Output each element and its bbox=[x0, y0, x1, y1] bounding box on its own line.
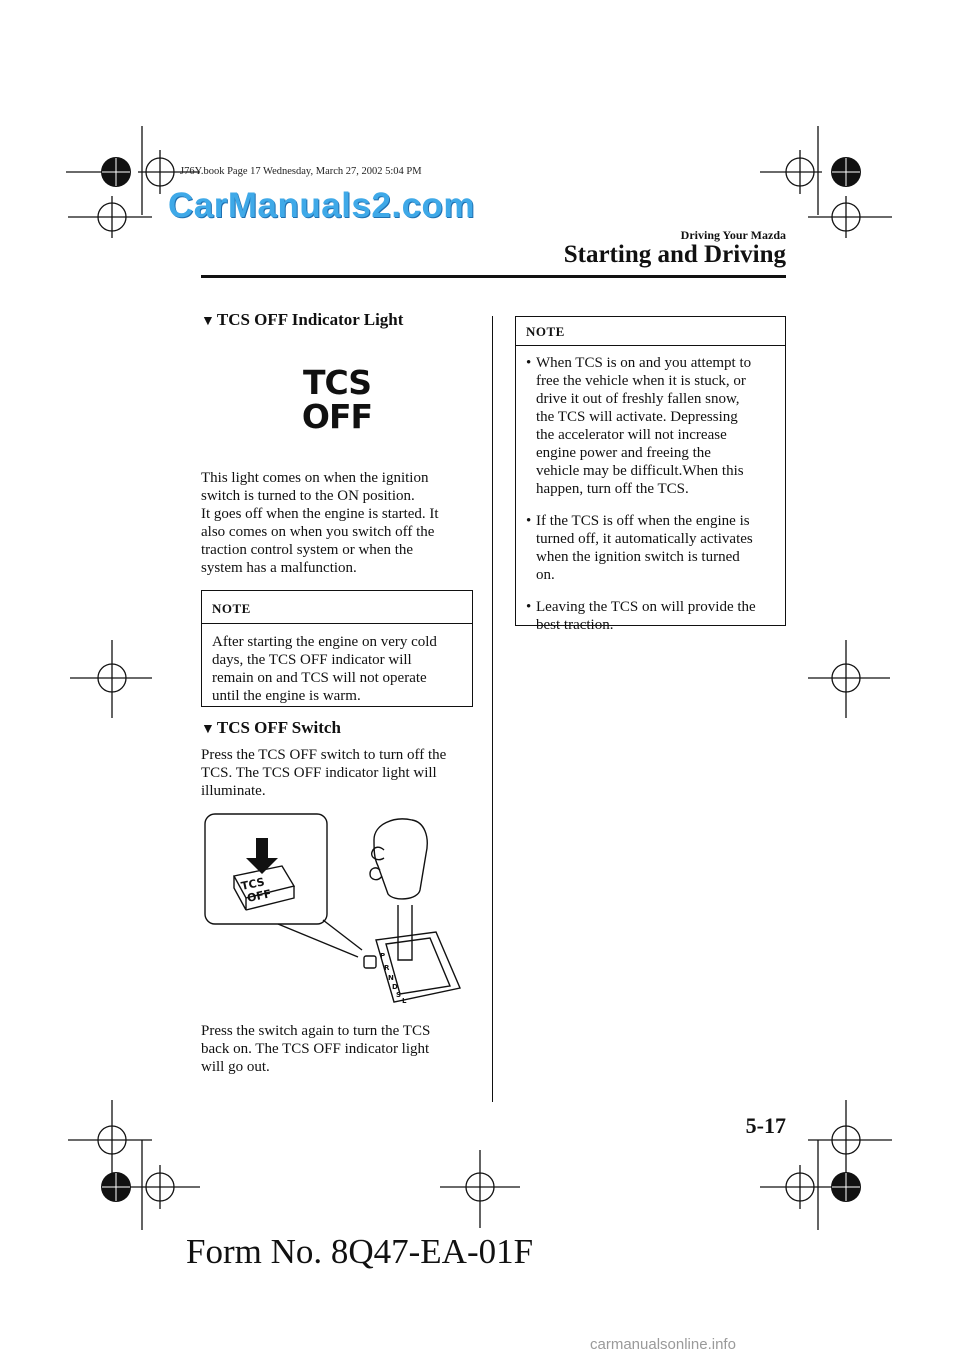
gear-letter-p: P bbox=[380, 952, 386, 960]
bullet-dot: • bbox=[526, 599, 532, 615]
file-info: J76Y.book Page 17 Wednesday, March 27, 2002 5:04 PM bbox=[180, 166, 422, 177]
paragraph-switch-back: Press the switch again to turn the TCS back on. The TCS OFF indicator light will go out. bbox=[201, 1023, 431, 1075]
note-bullet-item: • If the TCS is off when the engine is turned off, it automatically activates when the ignition switch is turned on. bbox=[526, 513, 753, 583]
page-number: 5-17 bbox=[745, 1113, 786, 1138]
press-arrow-icon bbox=[246, 838, 278, 874]
note-text: After starting the engine on very cold days, the TCS OFF indicator will remain on and TCS will not operate until the engine is warm. bbox=[212, 634, 437, 704]
heading-tcs-switch: ▼ TCS OFF Switch bbox=[201, 718, 341, 737]
gear-letter-d: D bbox=[392, 983, 398, 991]
column-divider bbox=[492, 316, 493, 1102]
section-label: Driving Your Mazda bbox=[680, 228, 786, 242]
gear-letter-n: N bbox=[388, 974, 394, 982]
note-bullet-item: • When TCS is on and you attempt to free the vehicle when it is stuck, or drive it out of freshly fallen snow, the TCS will activate. Depressing the accelerator will not increase engine power and freeing the vehicle may be difficult.When this happen, turn off the TCS. bbox=[526, 355, 752, 497]
note-bullets bbox=[516, 346, 785, 634]
paragraph-indicator: This light comes on when the ignition switch is turned to the ON position. It goes off when the engine is started. It also comes on when you switch off the traction control system or when the system has a malfunction. bbox=[201, 470, 439, 576]
site-logo[interactable]: CarManuals2.com bbox=[168, 186, 476, 225]
gear-letter-l: L bbox=[402, 997, 407, 1005]
bullet-dot: • bbox=[526, 513, 532, 529]
header-rule bbox=[201, 275, 786, 278]
form-number: Form No. 8Q47-EA-01F bbox=[186, 1232, 534, 1271]
bullet-dot: • bbox=[526, 355, 532, 371]
note-label: NOTE bbox=[202, 591, 472, 624]
paragraph-switch: Press the TCS OFF switch to turn off the TCS. The TCS OFF indicator light will illuminate. bbox=[201, 747, 447, 799]
illustration-button-off-label: OFF bbox=[245, 887, 273, 905]
note-label: NOTE bbox=[516, 317, 785, 346]
section-title: Starting and Driving bbox=[563, 241, 786, 268]
illustration-button-tcs-label: TCS bbox=[239, 875, 266, 893]
watermark[interactable]: carmanualsonline.info bbox=[590, 1336, 736, 1353]
note-box-tcs bbox=[515, 316, 786, 633]
triangle-bullet-icon: ▼ bbox=[201, 722, 215, 737]
tcs-off-indicator-icon: TCS OFF bbox=[301, 363, 373, 436]
heading-indicator-light: ▼ TCS OFF Indicator Light bbox=[201, 310, 404, 329]
tcs-switch-illustration bbox=[198, 810, 468, 1010]
note-box-cold-days bbox=[201, 590, 473, 707]
triangle-bullet-icon: ▼ bbox=[201, 314, 215, 329]
gear-letter-r: R bbox=[384, 964, 390, 972]
gear-letter-s: S bbox=[396, 991, 402, 999]
note-bullet-item: • Leaving the TCS on will provide the best traction. bbox=[526, 599, 756, 633]
